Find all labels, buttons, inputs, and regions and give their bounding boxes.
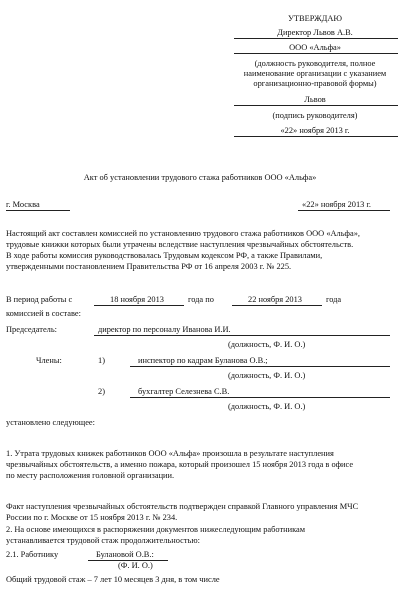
approval-org-hint-1: (должность руководителя, полное bbox=[254, 59, 376, 68]
place-date: «22» ноября 2013 г. bbox=[302, 200, 372, 209]
item1-line-2: чрезвычайных обстоятельств, а именно пожара, который произошел 15 ноября 2013 года в офисе bbox=[6, 460, 354, 469]
period-year-word-1: года по bbox=[188, 295, 214, 304]
members-label: Члены: bbox=[36, 356, 62, 365]
fact-line-1: Факт наступления чрезвычайных обстоятельств подтвержден справкой Главного управления МЧС bbox=[6, 502, 359, 511]
approval-signature: Львов bbox=[304, 95, 326, 104]
intro-line-2: трудовые книжки которых были утрачены вследствие наступления чрезвычайных обстоятельств. bbox=[6, 240, 354, 249]
member-1-value: инспектор по кадрам Буланова О.В.; bbox=[138, 356, 268, 365]
item2-line-1: 2. На основе имеющихся в распоряжении документов нижеследующим работникам bbox=[6, 525, 306, 534]
item1-line-3: по месту расположения головной организации. bbox=[6, 471, 175, 480]
period-year-word-2: года bbox=[326, 295, 342, 304]
member-1-number: 1) bbox=[98, 356, 105, 365]
period-from-line bbox=[94, 305, 184, 306]
period-to: 22 ноября 2013 bbox=[248, 295, 302, 304]
member-1-hint: (должность, Ф. И. О.) bbox=[228, 371, 306, 380]
member-2-number: 2) bbox=[98, 387, 105, 396]
approval-org-hint-3: организационно-правовой формы) bbox=[253, 79, 377, 88]
established-label: установлено следующее: bbox=[6, 418, 95, 427]
place-line bbox=[6, 210, 70, 211]
period-prefix: В период работы с bbox=[6, 295, 73, 304]
intro-line-3: В ходе работы комиссия руководствовалась Трудовым кодексом РФ, а также Правилами, bbox=[6, 251, 323, 260]
item21-hint: (Ф. И. О.) bbox=[118, 561, 153, 570]
chair-line bbox=[94, 335, 390, 336]
chair-hint: (должность, Ф. И. О.) bbox=[228, 340, 306, 349]
total-experience: Общий трудовой стаж – 7 лет 10 месяцев 3 дня, в том числе bbox=[6, 575, 220, 584]
document-title: Акт об установлении трудового стажа работников ООО «Альфа» bbox=[83, 173, 317, 182]
approval-org: ООО «Альфа» bbox=[289, 43, 341, 52]
fact-line-2: России по г. Москве от 15 ноября 2013 г. № 234. bbox=[6, 513, 178, 522]
approval-position: Директор Львов А.В. bbox=[277, 28, 353, 37]
item2-line-2: устанавливается трудовой стаж продолжительностью: bbox=[6, 536, 200, 545]
chair-value: директор по персоналу Иванова И.И. bbox=[98, 325, 231, 334]
approval-org-hint-2: наименование организации с указанием bbox=[243, 69, 387, 78]
member-2-value: бухгалтер Селезнева С.В. bbox=[138, 387, 230, 396]
period-from: 18 ноября 2013 bbox=[110, 295, 164, 304]
member-2-line bbox=[130, 397, 390, 398]
chair-label: Председатель: bbox=[6, 325, 57, 334]
approval-position-line bbox=[234, 38, 398, 39]
place: г. Москва bbox=[6, 200, 40, 209]
member-2-hint: (должность, Ф. И. О.) bbox=[228, 402, 306, 411]
item21-label: 2.1. Работнику bbox=[6, 550, 59, 559]
approval-signature-line bbox=[234, 105, 398, 106]
approval-date: «22» ноября 2013 г. bbox=[280, 126, 350, 135]
intro-line-4: утвержденными постановлением Правительства РФ от 16 апреля 2003 г. № 225. bbox=[6, 262, 292, 271]
approval-org-line bbox=[234, 53, 398, 54]
item1-line-1: 1. Утрата трудовых книжек работников ООО «Альфа» произошла в результате наступления bbox=[6, 449, 334, 458]
period-to-line bbox=[232, 305, 322, 306]
member-1-line bbox=[130, 366, 390, 367]
place-date-line bbox=[298, 210, 390, 211]
commission-label: комиссией в составе: bbox=[6, 309, 81, 318]
approval-title: УТВЕРЖДАЮ bbox=[288, 14, 342, 23]
approval-signature-hint: (подпись руководителя) bbox=[272, 111, 358, 120]
approval-date-line bbox=[234, 136, 398, 137]
item21-value: Булановой О.В.: bbox=[96, 550, 154, 559]
intro-line-1: Настоящий акт составлен комиссией по установлению трудового стажа работников ООО «Альфа», bbox=[6, 229, 360, 238]
